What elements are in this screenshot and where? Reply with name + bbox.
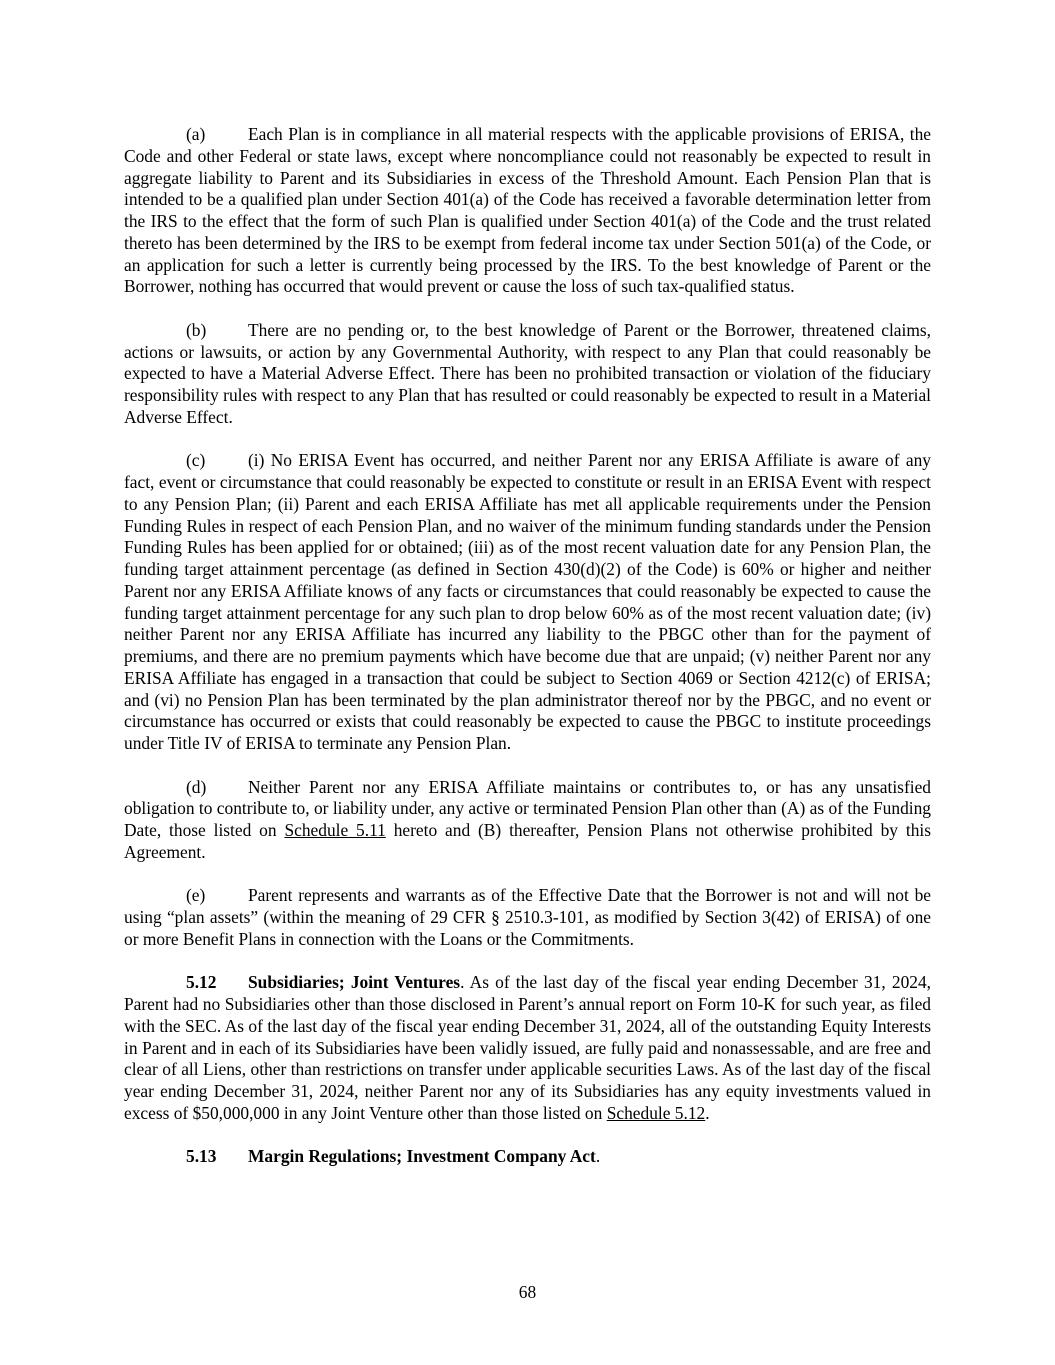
paragraph-c-text: (i) No ERISA Event has occurred, and neither Parent nor any ERISA Affiliate is aware of any fact, event or circumstance that could reasonably be expected to constitute or result in an ERISA Event with respect to any Pension Plan; (ii) Parent and each ERISA Affiliate has met all applicable requirements under the Pension Funding Rules in respect of each Pension Plan, and no waiver of the minimum funding standards under the Pension Funding Rules has been applied for or obtained; (iii) as of the most recent valuation date for any Pension Plan, the funding target attainment percentage (as defined in Section 430(d)(2) of the Code) is 60% or higher and neither Parent nor any ERISA Affiliate knows of any facts or circumstances that could reasonably be expected to cause the funding target attainment percentage for any such plan to drop below 60% as of the most recent valuation date; (iv) neither Parent nor any ERISA Affiliate has incurred any liability to the PBGC other than for the payment of premiums, and there are no premium payments which have become due that are unpaid; (v) neither Parent nor any ERISA Affiliate has engaged in a transaction that could be subject to Section 4069 or Section 4212(c) of ERISA; and (vi) no Pension Plan has been terminated by the plan administrator thereof nor by the PBGC, and no event or circumstance has occurred or exists that could reasonably be expected to cause the PBGC to institute proceedings under Title IV of ERISA to terminate any Pension Plan. bbox=[124, 450, 931, 753]
paragraph-a bbox=[124, 124, 931, 298]
paragraph-d-text-before: Neither Parent nor any ERISA Affiliate maintains or contributes to, or has any unsatisfied obligation to contribute to, or liability under, any active or terminated Pension Plan other than (A) as of the Funding Date, those listed on bbox=[124, 776, 931, 840]
paragraph-e-text: Parent represents and warrants as of the Effective Date that the Borrower is not and will not be using “plan assets” (within the meaning of 29 CFR § 2510.3-101, as modified by Section 3(42) of ERISA) of one or more Benefit Plans in connection with the Loans or the Commitments. bbox=[124, 885, 931, 949]
paragraph-b bbox=[124, 320, 931, 429]
section-5-13-heading: Margin Regulations; Investment Company Act bbox=[248, 1146, 596, 1167]
schedule-5-12-link[interactable]: Schedule 5.12 bbox=[606, 1102, 706, 1123]
paragraph-a-text: Each Plan is in compliance in all material respects with the applicable provisions of ERISA, the Code and other Federal or state laws, except where noncompliance could not reasonably be expected to result in aggregate liability to Parent and its Subsidiaries in excess of the Threshold Amount. Each Pension Plan that is intended to be a qualified plan under Section 401(a) of the Code has received a favorable determination letter from the IRS to the effect that the form of such Plan is qualified under Section 401(a) of the Code and the trust related thereto has been determined by the IRS to be exempt from federal income tax under Section 501(a) of the Code, or an application for such a letter is currently being processed by the IRS. To the best knowledge of Parent or the Borrower, nothing has occurred that would prevent or cause the loss of such tax-qualified status. bbox=[124, 124, 931, 297]
paragraph-a-label: (a) bbox=[186, 124, 206, 144]
section-5-12-heading: Subsidiaries; Joint Ventures bbox=[248, 972, 461, 993]
document-page bbox=[124, 124, 931, 1190]
paragraph-e-label: (e) bbox=[186, 885, 206, 906]
section-5-12-heading-punct: . bbox=[460, 972, 465, 993]
paragraph-d-label: (d) bbox=[186, 776, 207, 797]
section-5-12-text-after: . bbox=[705, 1102, 710, 1123]
section-5-12-text-before: As of the last day of the fiscal year ending December 31, 2024, Parent had no Subsidiaries other than those disclosed in Parent’s annual report on Form 10-K for such year, as filed with the SEC. As of the last day of the fiscal year ending December 31, 2024, all of the outstanding Equity Interests in Parent and in each of its Subsidiaries have been validly issued, are fully paid and nonassessable, and are free and clear of all Liens, other than restrictions on transfer under applicable securities Laws. As of the last day of the fiscal year ending December 31, 2024, neither Parent nor any of its Subsidiaries has any equity investments valued in excess of $50,000,000 in any Joint Venture other than those listed on bbox=[124, 972, 932, 1123]
schedule-5-11-link[interactable]: Schedule 5.11 bbox=[284, 820, 386, 840]
section-5-12 bbox=[124, 972, 931, 1124]
paragraph-d bbox=[124, 777, 931, 864]
section-5-13-heading-punct: . bbox=[595, 1146, 601, 1167]
paragraph-e bbox=[124, 885, 931, 950]
section-5-12-number: 5.12 bbox=[186, 972, 217, 993]
paragraph-d-text-after: hereto and (B) thereafter, Pension Plans not otherwise prohibited by this Agreement. bbox=[124, 820, 931, 862]
paragraph-b-text: There are no pending or, to the best knowledge of Parent or the Borrower, threatened claims, actions or lawsuits, or action by any Governmental Authority, with respect to any Plan that could reasonably be expected to have a Material Adverse Effect. There has been no prohibited transaction or violation of the fiduciary responsibility rules with respect to any Plan that has resulted or could reasonably be expected to result in a Material Adverse Effect. bbox=[124, 319, 931, 427]
section-5-13 bbox=[124, 1146, 931, 1168]
paragraph-c bbox=[124, 450, 931, 755]
page-number: 68 bbox=[518, 1282, 537, 1302]
section-5-13-number: 5.13 bbox=[186, 1146, 217, 1167]
paragraph-c-label: (c) bbox=[186, 450, 206, 471]
paragraph-b-label: (b) bbox=[186, 319, 207, 340]
